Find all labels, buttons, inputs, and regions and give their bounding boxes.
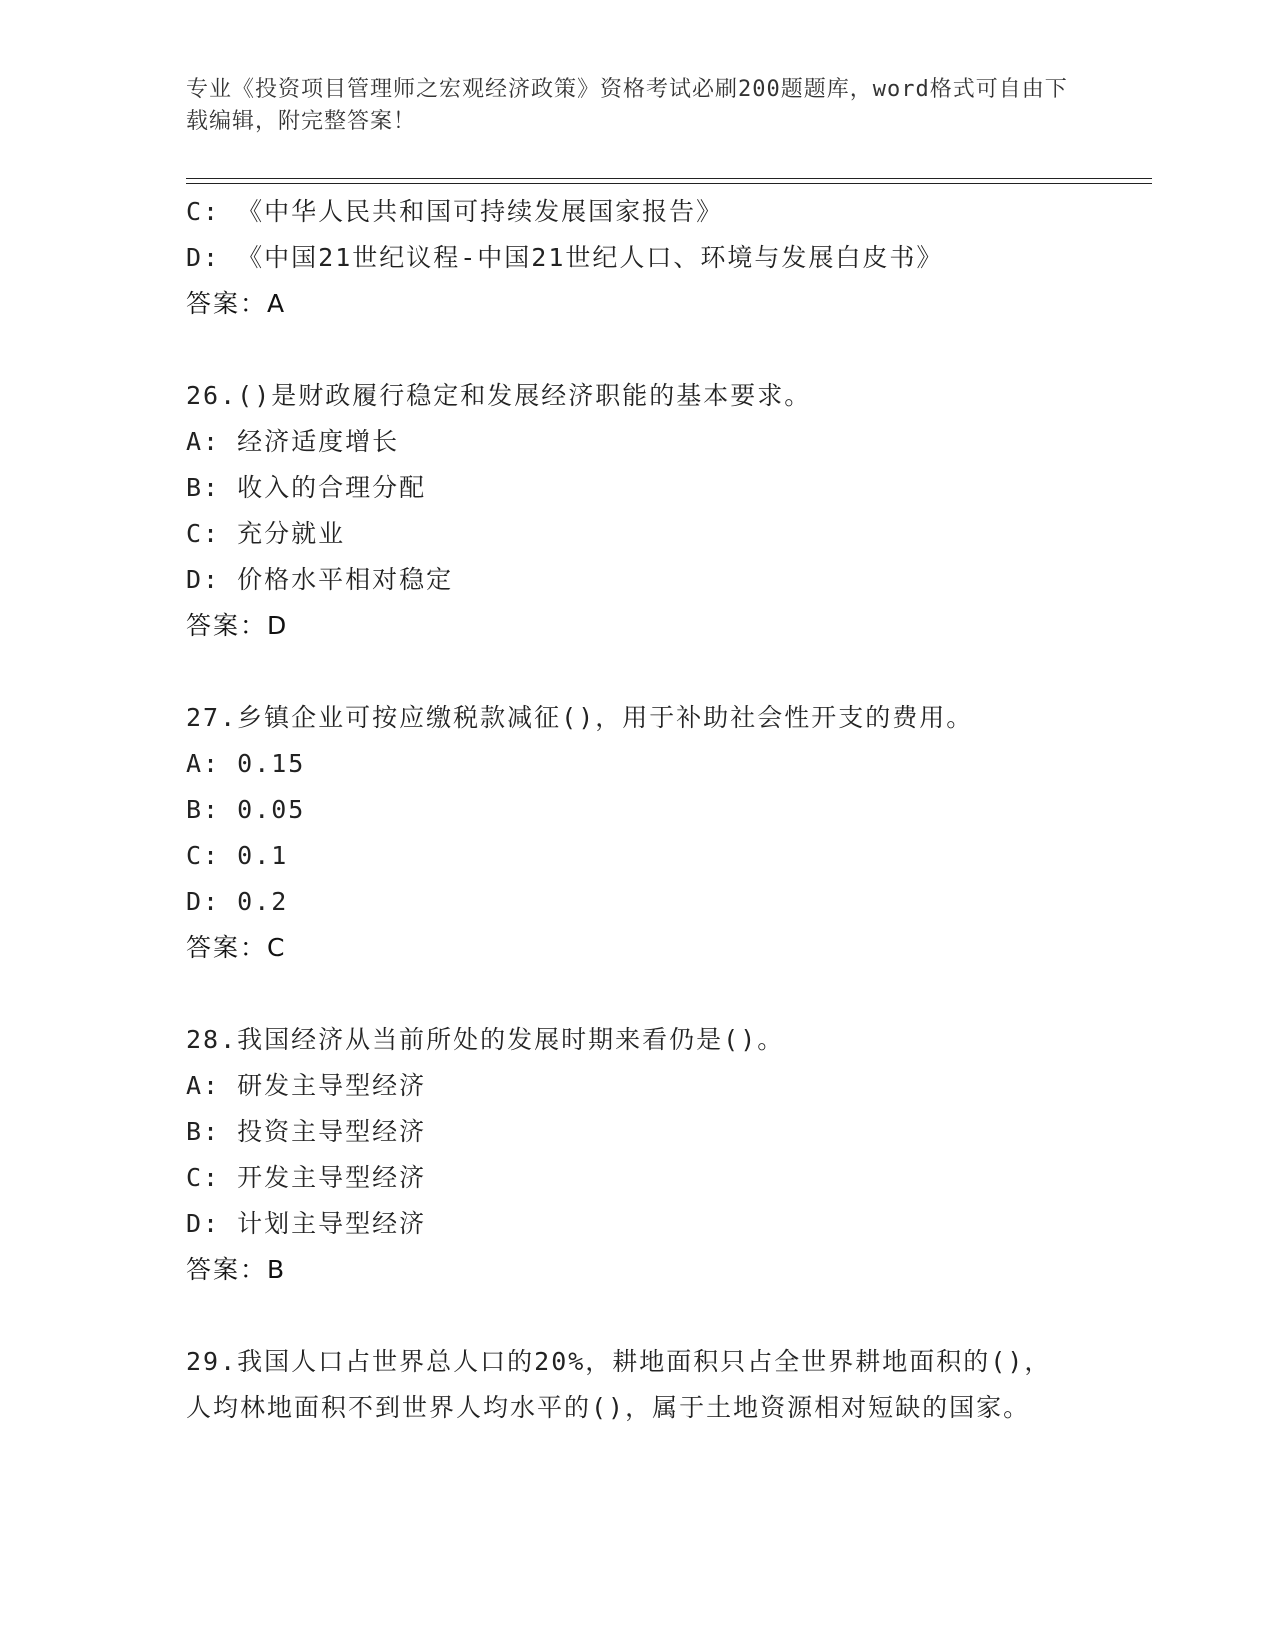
option-a: A: 0.15 <box>186 749 306 778</box>
option-d: D: 《中国21世纪议程-中国21世纪人口、环境与发展白皮书》 <box>186 243 944 272</box>
header-divider-bottom <box>186 183 1152 184</box>
option-c: C: 开发主导型经济 <box>186 1163 427 1192</box>
header-divider-top <box>186 178 1152 179</box>
option-b: B: 投资主导型经济 <box>186 1117 427 1146</box>
option-c: C: 《中华人民共和国可持续发展国家报告》 <box>186 197 724 226</box>
option-a: A: 经济适度增长 <box>186 427 400 456</box>
option-a: A: 研发主导型经济 <box>186 1071 427 1100</box>
answer: 答案：C <box>186 933 287 962</box>
option-c: C: 0.1 <box>186 841 289 870</box>
answer: 答案：D <box>186 611 289 640</box>
question-26: 26.()是财政履行稳定和发展经济职能的基本要求。 <box>186 381 812 410</box>
question-list <box>186 189 1086 1431</box>
document-header: 专业《投资项目管理师之宏观经济政策》资格考试必刷200题题库，word格式可自由下载编辑，附完整答案！ <box>186 77 1068 134</box>
option-d: D: 0.2 <box>186 887 289 916</box>
answer: 答案：A <box>186 289 287 318</box>
option-b: B: 收入的合理分配 <box>186 473 427 502</box>
option-c: C: 充分就业 <box>186 519 346 548</box>
option-b: B: 0.05 <box>186 795 306 824</box>
option-d: D: 计划主导型经济 <box>186 1209 427 1238</box>
question-28: 28.我国经济从当前所处的发展时期来看仍是()。 <box>186 1025 785 1054</box>
question-29: 29.我国人口占世界总人口的20%，耕地面积只占全世界耕地面积的()，人均林地面积不到世界人均水平的()，属于土地资源相对短缺的国家。 <box>186 1347 1052 1422</box>
option-d: D: 价格水平相对稳定 <box>186 565 454 594</box>
answer: 答案：B <box>186 1255 287 1284</box>
question-27: 27.乡镇企业可按应缴税款减征()，用于补助社会性开支的费用。 <box>186 703 974 732</box>
